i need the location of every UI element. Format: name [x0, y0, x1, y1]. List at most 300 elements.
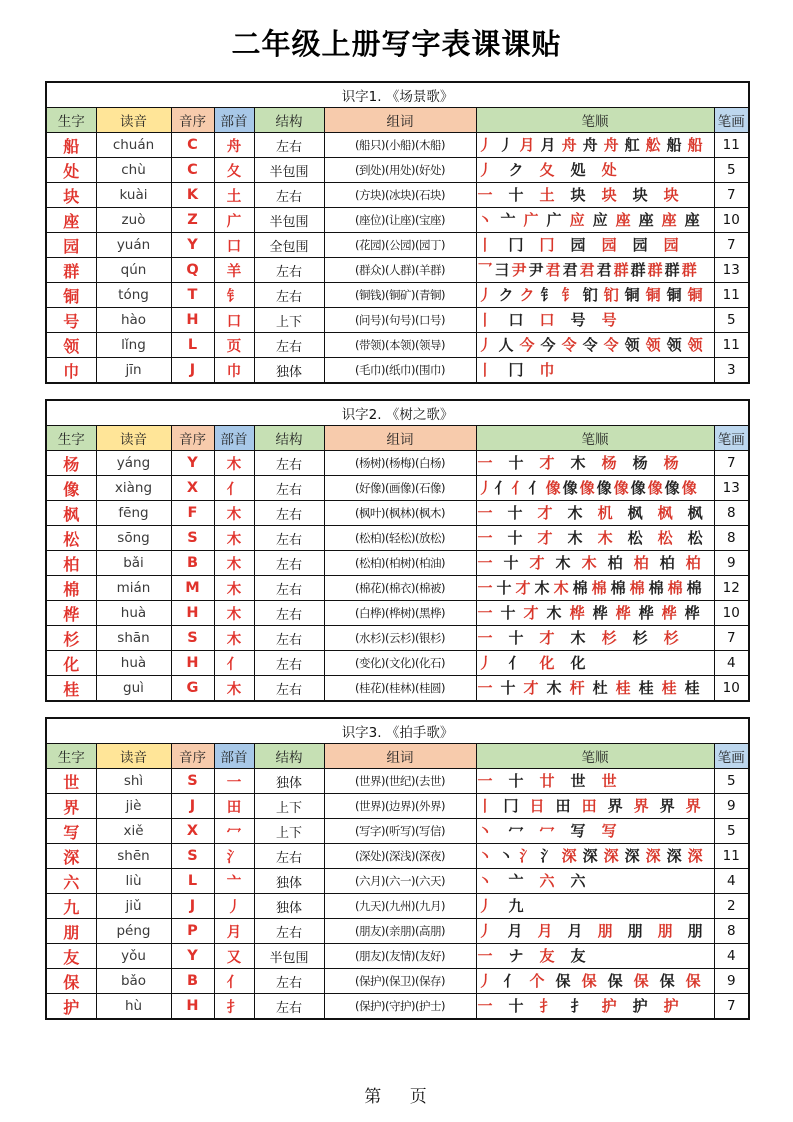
stroke-step: 领	[666, 335, 682, 354]
stroke-step: 园	[570, 235, 586, 254]
stroke-order-cell	[476, 626, 714, 651]
stroke-step: 棉	[610, 578, 626, 597]
stroke-step: 桂	[661, 678, 677, 697]
stroke-step: 群	[630, 260, 646, 279]
structure-cell: 左右	[254, 333, 324, 358]
structure-cell: 左右	[254, 601, 324, 626]
stroke-step: 亻	[508, 653, 524, 672]
char-cell: 桂	[46, 676, 96, 702]
stroke-step: 应	[592, 210, 608, 229]
pinyin-cell: hào	[96, 308, 171, 333]
stroke-step: ク	[508, 160, 524, 179]
structure-cell: 左右	[254, 676, 324, 702]
stroke-step: 像	[545, 478, 561, 497]
char-cell: 护	[46, 994, 96, 1020]
pinyin-cell: lǐng	[96, 333, 171, 358]
stroke-step: 冖	[508, 821, 524, 840]
stroke-order-cell	[476, 944, 714, 969]
stroke-step: 钅	[540, 285, 556, 304]
stroke-step: 木	[546, 678, 562, 697]
stroke-step: 钅	[561, 285, 577, 304]
char-cell: 柏	[46, 551, 96, 576]
column-header: 生字	[46, 108, 96, 133]
column-header: 组词	[324, 108, 476, 133]
stroke-step: 舡	[624, 135, 640, 154]
stroke-step: 令	[582, 335, 598, 354]
column-header: 部首	[214, 744, 254, 769]
stroke-step: 棉	[572, 578, 588, 597]
stroke-step: 化	[570, 653, 586, 672]
stroke-step: 朋	[657, 921, 673, 940]
stroke-order-cell	[476, 133, 714, 158]
pinyin-cell: chuán	[96, 133, 171, 158]
stroke-step: 枫	[657, 503, 673, 522]
stroke-step: 舟	[603, 135, 619, 154]
words-cell: (桂花)(桂林)(桂圆)	[324, 676, 476, 702]
stroke-step: 日	[529, 796, 545, 815]
char-cell: 桦	[46, 601, 96, 626]
table-row	[46, 501, 749, 526]
stroke-step: 保	[581, 971, 597, 990]
pinyin-cell: jiǔ	[96, 894, 171, 919]
structure-cell: 左右	[254, 501, 324, 526]
stroke-step: 保	[659, 971, 675, 990]
words-cell: (朋友)(友情)(友好)	[324, 944, 476, 969]
stroke-step: 十	[496, 578, 512, 597]
radical-cell: 木	[214, 601, 254, 626]
words-cell: (毛巾)(纸巾)(围巾)	[324, 358, 476, 384]
pinyin-cell: jiè	[96, 794, 171, 819]
stroke-step: ク	[498, 285, 514, 304]
stroke-step: 块	[601, 185, 617, 204]
stroke-step: 松	[687, 528, 703, 547]
stroke-order-cell	[476, 919, 714, 944]
initial-cell: B	[171, 551, 214, 576]
stroke-step: 像	[630, 478, 646, 497]
stroke-step: 氵	[519, 846, 535, 865]
initial-cell: M	[171, 576, 214, 601]
structure-cell: 左右	[254, 651, 324, 676]
stroke-step: 木	[570, 453, 586, 472]
stroke-step: 船	[687, 135, 703, 154]
header-row	[46, 108, 749, 133]
stroke-step: 亻	[494, 478, 510, 497]
stroke-step: 护	[601, 996, 617, 1015]
stroke-order-cell	[476, 476, 714, 501]
radical-cell: 钅	[214, 283, 254, 308]
stroke-step: 桦	[569, 603, 585, 622]
table-row	[46, 258, 749, 283]
stroke-step: 木	[555, 553, 571, 572]
stroke-step: 舩	[645, 135, 661, 154]
stroke-step: 杨	[663, 453, 679, 472]
stroke-step: 座	[661, 210, 677, 229]
structure-cell: 左右	[254, 919, 324, 944]
table-row	[46, 769, 749, 794]
stroke-order-cell	[476, 451, 714, 476]
stroke-order-cell	[476, 183, 714, 208]
stroke-step: 丶	[477, 871, 493, 890]
stroke-step: 杉	[632, 628, 648, 647]
initial-cell: S	[171, 626, 214, 651]
char-cell: 船	[46, 133, 96, 158]
stroke-step: 杉	[601, 628, 617, 647]
column-header: 生字	[46, 426, 96, 451]
words-cell: (水杉)(云杉)(银杉)	[324, 626, 476, 651]
stroke-step: 棉	[648, 578, 664, 597]
pinyin-cell: yuán	[96, 233, 171, 258]
stroke-step: 亻	[503, 971, 519, 990]
initial-cell: L	[171, 333, 214, 358]
stroke-step: 铜	[666, 285, 682, 304]
structure-cell: 左右	[254, 551, 324, 576]
char-cell: 枫	[46, 501, 96, 526]
stroke-step: 桂	[684, 678, 700, 697]
stroke-step: 丨	[477, 796, 493, 815]
radical-cell: 氵	[214, 844, 254, 869]
column-header: 结构	[254, 108, 324, 133]
stroke-step: 田	[581, 796, 597, 815]
stroke-step: 六	[539, 871, 555, 890]
stroke-step: 深	[561, 846, 577, 865]
radical-cell: 木	[214, 551, 254, 576]
stroke-step: 铜	[687, 285, 703, 304]
initial-cell: S	[171, 526, 214, 551]
stroke-step: ク	[519, 285, 535, 304]
words-cell: (六月)(六一)(六天)	[324, 869, 476, 894]
stroke-step: 园	[663, 235, 679, 254]
table-row	[46, 626, 749, 651]
stroke-step: 群	[647, 260, 663, 279]
pinyin-cell: huà	[96, 601, 171, 626]
stroke-count-cell: 7	[714, 233, 749, 258]
char-cell: 群	[46, 258, 96, 283]
structure-cell: 左右	[254, 626, 324, 651]
stroke-step: 广	[523, 210, 539, 229]
stroke-step: 丶	[477, 210, 493, 229]
structure-cell: 独体	[254, 358, 324, 384]
words-cell: (保护)(守护)(护士)	[324, 994, 476, 1020]
stroke-count-cell: 11	[714, 844, 749, 869]
stroke-step: 亻	[528, 478, 544, 497]
stroke-step: 木	[534, 578, 550, 597]
words-cell: (枫叶)(枫林)(枫木)	[324, 501, 476, 526]
stroke-step: 桦	[661, 603, 677, 622]
table-row	[46, 476, 749, 501]
words-cell: (船只)(小船)(木船)	[324, 133, 476, 158]
stroke-step: 一	[477, 946, 493, 965]
stroke-count-cell: 11	[714, 333, 749, 358]
pinyin-cell: péng	[96, 919, 171, 944]
stroke-step: 桂	[638, 678, 654, 697]
stroke-step: 广	[546, 210, 562, 229]
stroke-step: 十	[503, 553, 519, 572]
stroke-count-cell: 5	[714, 158, 749, 183]
initial-cell: Q	[171, 258, 214, 283]
stroke-step: 个	[529, 971, 545, 990]
pinyin-cell: xiàng	[96, 476, 171, 501]
stroke-step: 月	[537, 921, 553, 940]
char-cell: 杨	[46, 451, 96, 476]
structure-cell: 上下	[254, 308, 324, 333]
table-row	[46, 183, 749, 208]
pinyin-cell: qún	[96, 258, 171, 283]
char-cell: 九	[46, 894, 96, 919]
column-header: 读音	[96, 108, 171, 133]
stroke-step: 十	[507, 528, 523, 547]
stroke-order-cell	[476, 501, 714, 526]
table-row	[46, 651, 749, 676]
stroke-step: 月	[567, 921, 583, 940]
table-row	[46, 333, 749, 358]
stroke-step: 廿	[539, 771, 555, 790]
table-caption: 识字1. 《场景歌》	[46, 82, 749, 108]
initial-cell: J	[171, 894, 214, 919]
stroke-step: 群	[664, 260, 680, 279]
stroke-step: 人	[498, 335, 514, 354]
stroke-step: 一	[477, 996, 493, 1015]
structure-cell: 左右	[254, 283, 324, 308]
column-header: 组词	[324, 744, 476, 769]
stroke-step: 才	[537, 528, 553, 547]
column-header: 音序	[171, 108, 214, 133]
column-header: 笔画	[714, 108, 749, 133]
initial-cell: T	[171, 283, 214, 308]
stroke-step: 松	[627, 528, 643, 547]
stroke-step: 化	[539, 653, 555, 672]
stroke-order-cell	[476, 601, 714, 626]
radical-cell: 口	[214, 233, 254, 258]
stroke-step: 友	[570, 946, 586, 965]
stroke-step: 块	[663, 185, 679, 204]
stroke-step: 冖	[539, 821, 555, 840]
table-row	[46, 601, 749, 626]
structure-cell: 左右	[254, 133, 324, 158]
words-cell: (九天)(九州)(九月)	[324, 894, 476, 919]
stroke-step: 氵	[540, 846, 556, 865]
stroke-step: 君	[562, 260, 578, 279]
stroke-step: 一	[477, 771, 493, 790]
words-cell: (朋友)(亲朋)(高朋)	[324, 919, 476, 944]
stroke-order-cell	[476, 158, 714, 183]
stroke-order-cell	[476, 844, 714, 869]
char-cell: 园	[46, 233, 96, 258]
stroke-step: 丿	[477, 921, 493, 940]
words-cell: (方块)(冰块)(石块)	[324, 183, 476, 208]
char-cell: 号	[46, 308, 96, 333]
radical-cell: 木	[214, 676, 254, 702]
column-header: 笔画	[714, 426, 749, 451]
pinyin-cell: hù	[96, 994, 171, 1020]
stroke-step: 舟	[582, 135, 598, 154]
column-header: 笔画	[714, 744, 749, 769]
stroke-step: 像	[647, 478, 663, 497]
stroke-step: 木	[570, 628, 586, 647]
stroke-step: 钔	[582, 285, 598, 304]
stroke-count-cell: 9	[714, 794, 749, 819]
stroke-step: 君	[579, 260, 595, 279]
page-title: 二年级上册写字表课课贴	[231, 27, 562, 61]
words-cell: (保护)(保卫)(保存)	[324, 969, 476, 994]
stroke-step: 一	[477, 553, 493, 572]
table-row	[46, 994, 749, 1020]
stroke-step: 铜	[645, 285, 661, 304]
stroke-step: 丿	[477, 896, 493, 915]
initial-cell: Y	[171, 233, 214, 258]
pinyin-cell: xiě	[96, 819, 171, 844]
initial-cell: B	[171, 969, 214, 994]
stroke-step: 深	[687, 846, 703, 865]
stroke-step: 処	[570, 160, 586, 179]
stroke-step: 界	[685, 796, 701, 815]
stroke-count-cell: 9	[714, 969, 749, 994]
table-row	[46, 894, 749, 919]
stroke-step: 今	[540, 335, 556, 354]
stroke-step: 桦	[684, 603, 700, 622]
char-cell: 领	[46, 333, 96, 358]
words-cell: (花园)(公园)(园丁)	[324, 233, 476, 258]
radical-cell: 丿	[214, 894, 254, 919]
initial-cell: C	[171, 133, 214, 158]
stroke-count-cell: 13	[714, 476, 749, 501]
structure-cell: 左右	[254, 258, 324, 283]
stroke-step: 深	[603, 846, 619, 865]
column-header: 音序	[171, 744, 214, 769]
stroke-count-cell: 4	[714, 651, 749, 676]
char-cell: 杉	[46, 626, 96, 651]
stroke-step: 机	[597, 503, 613, 522]
stroke-step: 棉	[591, 578, 607, 597]
structure-cell: 半包围	[254, 944, 324, 969]
initial-cell: P	[171, 919, 214, 944]
structure-cell: 左右	[254, 844, 324, 869]
structure-cell: 独体	[254, 894, 324, 919]
structure-cell: 左右	[254, 576, 324, 601]
stroke-count-cell: 10	[714, 676, 749, 702]
stroke-step: 群	[613, 260, 629, 279]
radical-cell: 巾	[214, 358, 254, 384]
stroke-step: 杉	[663, 628, 679, 647]
column-header: 笔顺	[476, 108, 714, 133]
words-cell: (变化)(文化)(化石)	[324, 651, 476, 676]
initial-cell: S	[171, 769, 214, 794]
stroke-step: 扌	[539, 996, 555, 1015]
structure-cell: 上下	[254, 819, 324, 844]
stroke-step: 十	[500, 678, 516, 697]
radical-cell: 木	[214, 501, 254, 526]
stroke-order-cell	[476, 894, 714, 919]
stroke-step: 杨	[632, 453, 648, 472]
initial-cell: H	[171, 994, 214, 1020]
stroke-count-cell: 13	[714, 258, 749, 283]
stroke-step: 丿	[477, 285, 493, 304]
stroke-step: 才	[523, 678, 539, 697]
initial-cell: Z	[171, 208, 214, 233]
table-row	[46, 819, 749, 844]
stroke-step: 座	[684, 210, 700, 229]
structure-cell: 左右	[254, 476, 324, 501]
stroke-step: 夂	[539, 160, 555, 179]
stroke-step: 一	[477, 578, 493, 597]
table-row	[46, 944, 749, 969]
stroke-step: 丿	[477, 478, 493, 497]
stroke-step: 块	[570, 185, 586, 204]
stroke-step: 才	[539, 453, 555, 472]
table-row	[46, 676, 749, 702]
pinyin-cell: yǒu	[96, 944, 171, 969]
pinyin-cell: shēn	[96, 844, 171, 869]
stroke-step: 桦	[638, 603, 654, 622]
stroke-step: 桦	[615, 603, 631, 622]
stroke-count-cell: 10	[714, 601, 749, 626]
words-cell: (松柏)(柏树)(柏油)	[324, 551, 476, 576]
tables-container	[45, 81, 748, 1020]
stroke-step: 界	[659, 796, 675, 815]
stroke-step: 十	[507, 503, 523, 522]
stroke-count-cell: 3	[714, 358, 749, 384]
stroke-step: 像	[613, 478, 629, 497]
stroke-count-cell: 8	[714, 526, 749, 551]
structure-cell: 左右	[254, 526, 324, 551]
stroke-step: 座	[615, 210, 631, 229]
stroke-step: 木	[546, 603, 562, 622]
stroke-step: 才	[529, 553, 545, 572]
stroke-step: 君	[545, 260, 561, 279]
stroke-step: 写	[601, 821, 617, 840]
initial-cell: H	[171, 308, 214, 333]
stroke-order-cell	[476, 208, 714, 233]
table-row	[46, 208, 749, 233]
stroke-step: 君	[596, 260, 612, 279]
stroke-order-cell	[476, 358, 714, 384]
stroke-step: 领	[687, 335, 703, 354]
column-header: 结构	[254, 426, 324, 451]
initial-cell: L	[171, 869, 214, 894]
table-row	[46, 358, 749, 384]
initial-cell: X	[171, 476, 214, 501]
stroke-order-cell	[476, 526, 714, 551]
stroke-step: 柏	[685, 553, 701, 572]
words-cell: (世界)(边界)(外界)	[324, 794, 476, 819]
table-row	[46, 526, 749, 551]
stroke-step: 亻	[511, 478, 527, 497]
character-table	[45, 399, 750, 702]
stroke-count-cell: 7	[714, 626, 749, 651]
char-cell: 松	[46, 526, 96, 551]
stroke-step: 棉	[667, 578, 683, 597]
column-header: 部首	[214, 108, 254, 133]
stroke-step: 丿	[477, 971, 493, 990]
initial-cell: G	[171, 676, 214, 702]
structure-cell: 上下	[254, 794, 324, 819]
stroke-step: 友	[539, 946, 555, 965]
stroke-step: 十	[508, 996, 524, 1015]
stroke-step: 十	[508, 453, 524, 472]
column-header: 笔顺	[476, 744, 714, 769]
stroke-step: 号	[570, 310, 586, 329]
stroke-count-cell: 7	[714, 183, 749, 208]
stroke-step: 丨	[477, 360, 493, 379]
char-cell: 友	[46, 944, 96, 969]
stroke-step: 一	[477, 528, 493, 547]
stroke-step: 松	[657, 528, 673, 547]
radical-cell: 月	[214, 919, 254, 944]
stroke-step: 朋	[687, 921, 703, 940]
stroke-count-cell: 5	[714, 819, 749, 844]
structure-cell: 左右	[254, 969, 324, 994]
stroke-step: 处	[601, 160, 617, 179]
stroke-step: 六	[570, 871, 586, 890]
